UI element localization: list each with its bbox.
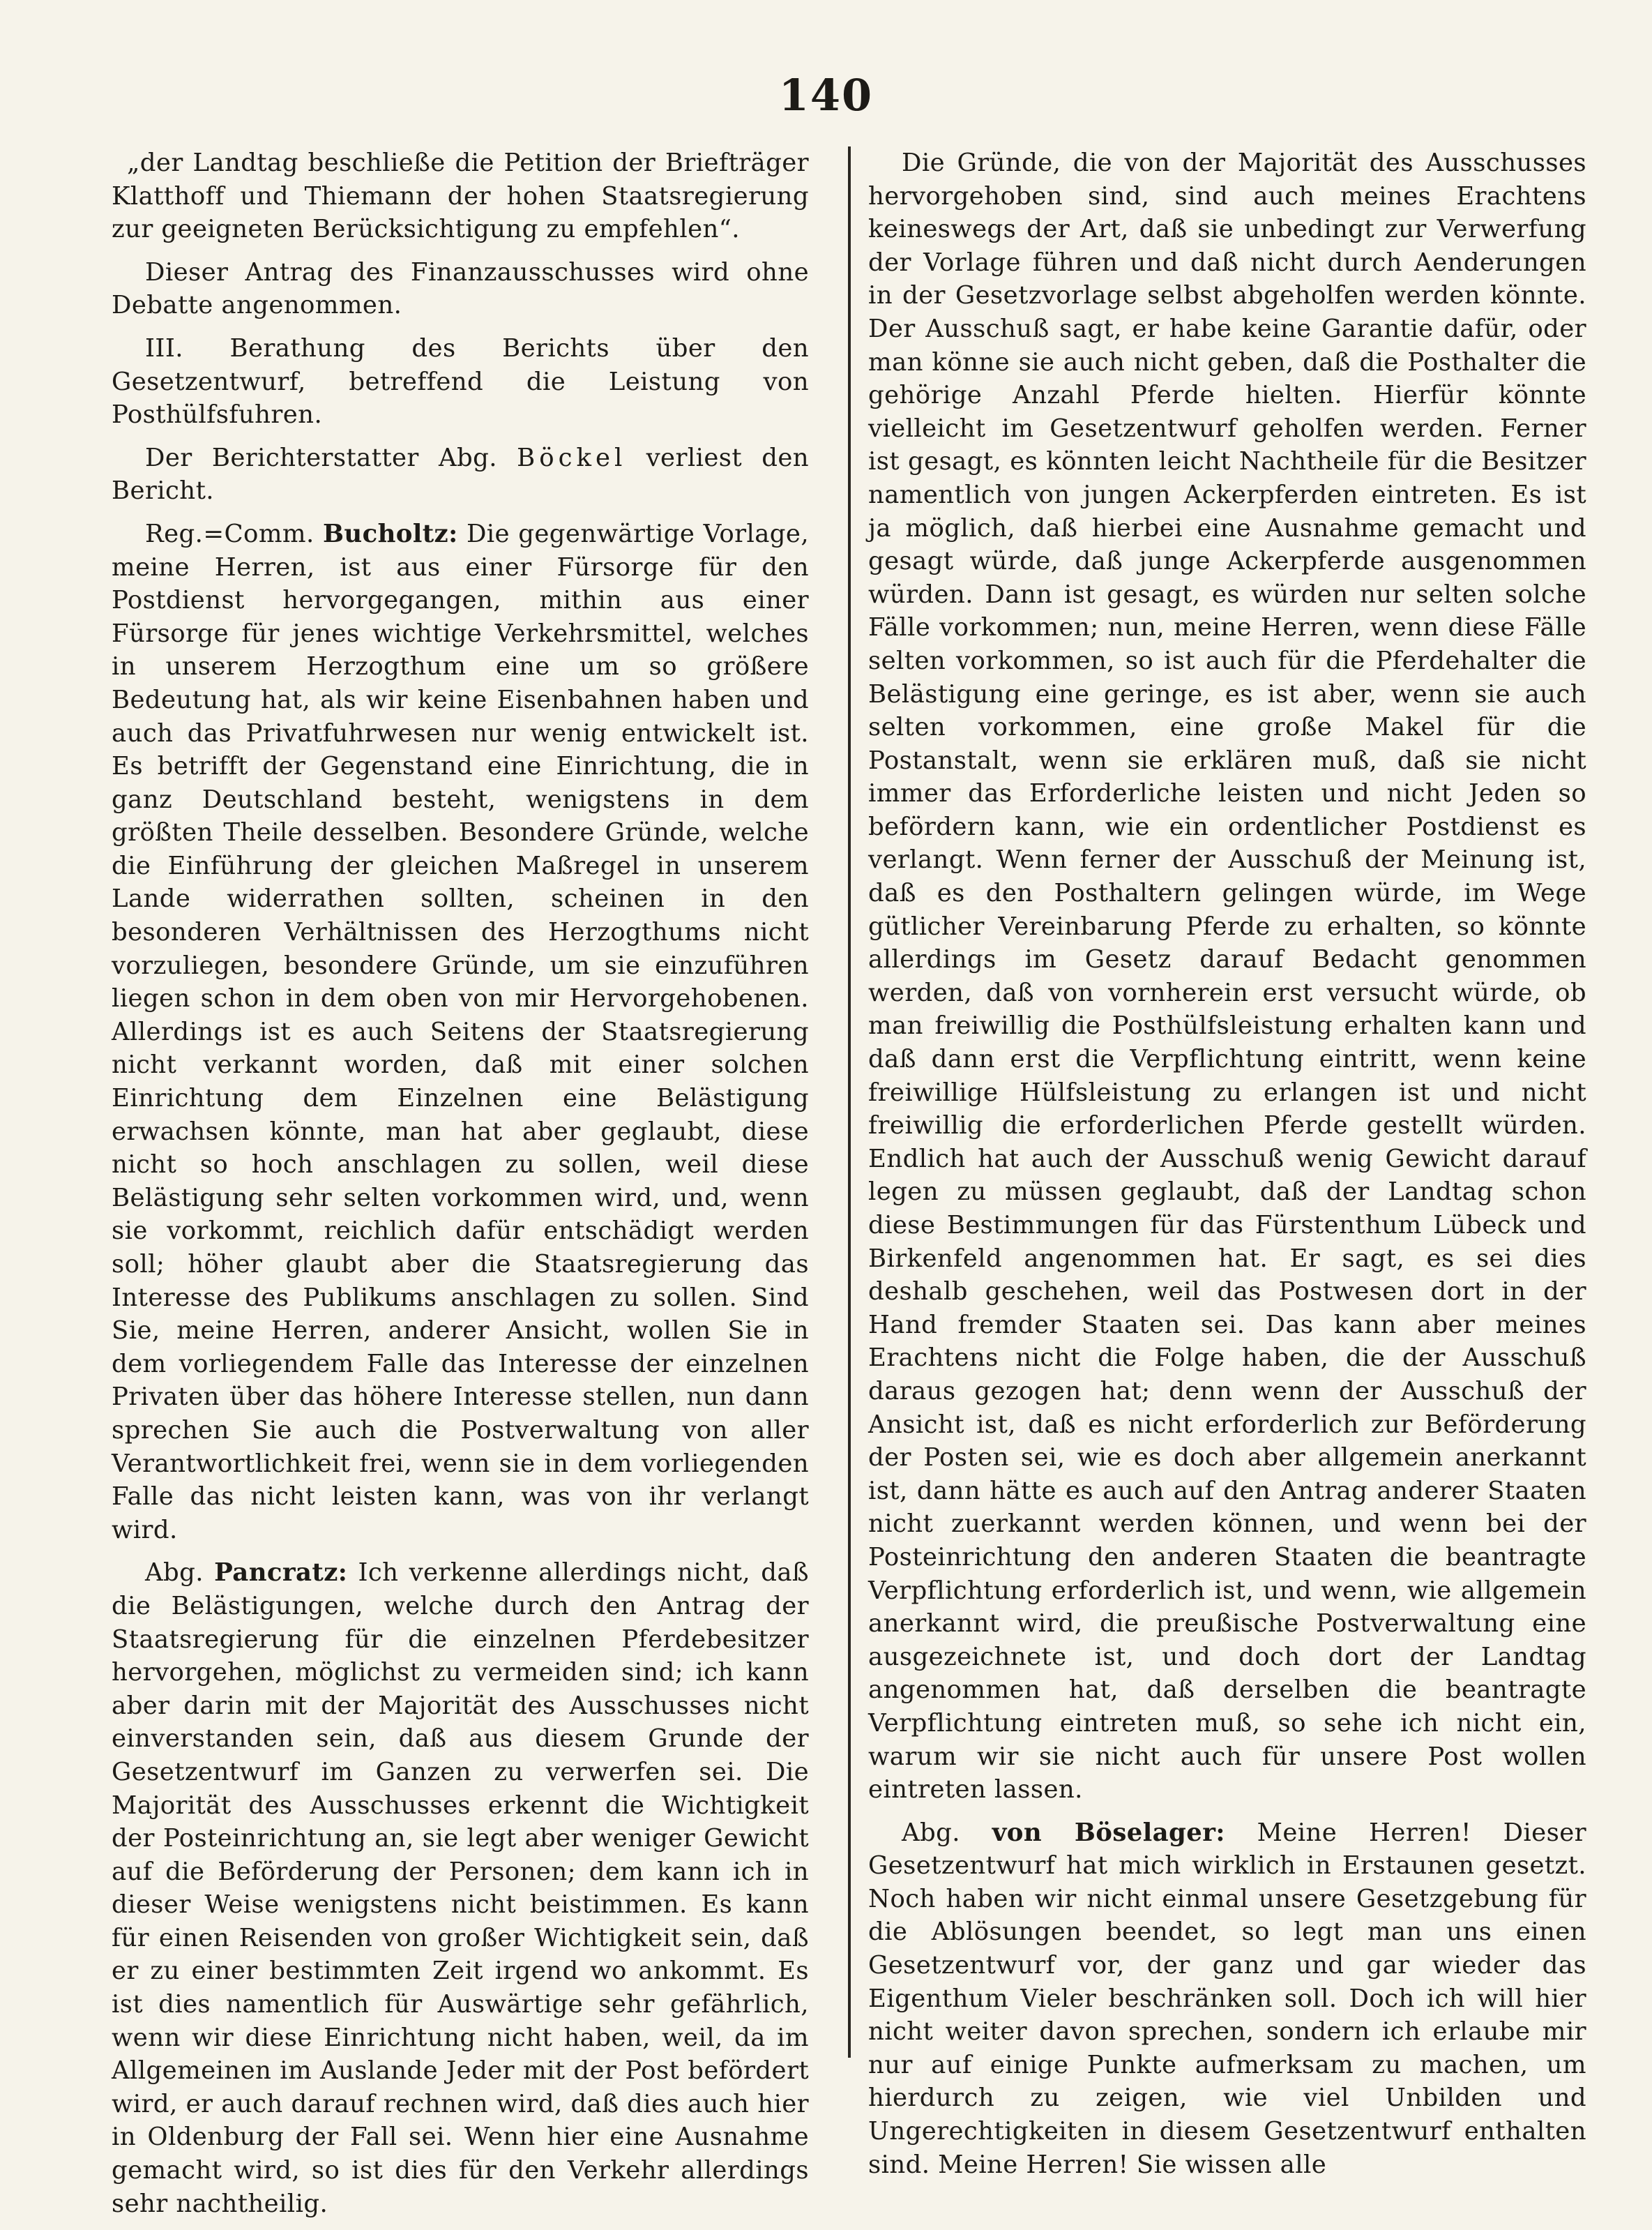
reporter-prefix: Der Berichterstatter Abg. <box>145 443 497 472</box>
left-column <box>112 146 809 2230</box>
speaker-name: Bucholtz: <box>322 519 458 548</box>
speaker-role: Abg. <box>145 1558 204 1588</box>
reporter-name: Böckel <box>517 443 627 472</box>
speech-text: Meine Herren! Dieser Gesetzentwurf hat mich wirklich in Erstaunen gesetzt. Noch haben wir nicht einmal unsere Gesetzgebung für die Ablösungen beendet, so legt man uns einen Gesetzentwurf vor, der ganz und gar wieder das Eigenthum Vieler beschränken soll. Doch ich will hier nicht weiter davon sprechen, sondern ich erlaube mir nur auf einige Punkte aufmerksam zu machen, um hierdurch zu zeigen, wie viel Unbilden und Ungerechtigkeiten in diesem Gesetzentwurf enthalten sind. Meine Herren! Sie wissen alle <box>868 1818 1586 2179</box>
reporter-note <box>112 442 809 508</box>
speaker-name: von Böselager: <box>992 1818 1225 1847</box>
speaker-name: Pancratz: <box>214 1558 348 1588</box>
speech-text: Die gegenwärtige Vorlage, meine Herren, ist aus einer Fürsorge für den Postdienst hervorgegangen, mithin aus einer Fürsorge für jenes wichtige Verkehrsmittel, welches in unserem Herzogthum eine um so größere Bedeutung hat, als wir keine Eisenbahnen haben und auch das Privatfuhrwesen nur wenig entwickelt ist. Es betrifft der Gegenstand eine Einrichtung, die in ganz Deutschland besteht, wenigstens in dem größten Theile desselben. Besondere Gründe, welche die Einführung der gleichen Maßregel in unserem Lande widerrathen sollten, scheinen in den besonderen Verhältnissen des Herzogthums nicht vorzuliegen, besondere Gründe, um sie einzuführen liegen schon in dem oben von mir Hervorgehobenen. Allerdings ist es auch Seitens der Staatsregierung nicht verkannt worden, daß mit einer solchen Einrichtung dem Einzelnen eine Belästigung erwachsen könnte, man hat aber geglaubt, diese nicht so hoch anschlagen zu sollen, weil diese Belästigung sehr selten vorkommen wird, und, wenn sie vorkommt, reichlich dafür entschädigt werden soll; höher glaubt aber die Staatsregierung das Interesse des Publikums anschlagen zu sollen. Sind Sie, meine Herren, anderer Ansicht, wollen Sie in dem vorliegendem Falle das Interesse der einzelnen Privaten über das höhere Interesse stellen, nun dann sprechen Sie auch die Postverwaltung von aller Verantwortlichkeit frei, wenn sie in dem vorliegenden Falle das nicht leisten kann, was von ihr verlangt wird. <box>112 519 810 1544</box>
speech-bucholtz <box>112 518 809 1546</box>
column-divider <box>848 146 851 2058</box>
section-heading: III. Berathung des Berichts über den Gesetzentwurf, betreffend die Leistung von Posthülfsfuhren. <box>112 333 809 430</box>
right-column <box>868 146 1586 2191</box>
speech-boeselager <box>868 1816 1586 2182</box>
speech-text: Ich verkenne allerdings nicht, daß die Belästigungen, welche durch den Antrag der Staatsregierung für die einzelnen Pferdebesitzer hervorgehen, möglichst zu vermeiden sind; ich kann aber darin mit der Majorität des Ausschusses nicht einverstanden sein, daß aus diesem Grunde der Gesetzentwurf im Ganzen zu verwerfen sei. Die Majorität des Ausschusses erkennt die Wichtigkeit der Posteinrichtung an, sie legt aber weniger Gewicht auf die Beförderung der Personen; dem kann ich in dieser Weise wenigstens nicht beistimmen. Es kann für einen Reisenden von großer Wichtigkeit sein, daß er zu einer bestimmten Zeit irgend wo ankommt. Es ist dies namentlich für Auswärtige sehr gefährlich, wenn wir diese Einrichtung nicht haben, weil, da im Allgemeinen im Auslande Jeder mit der Post befördert wird, er auch darauf rechnen wird, daß dies auch hier in Oldenburg der Fall sei. Wenn hier eine Ausnahme gemacht wird, so ist dies für den Verkehr allerdings sehr nachtheilig. <box>112 1558 810 2218</box>
page-number: 140 <box>778 70 874 121</box>
speaker-role: Abg. <box>902 1818 960 1847</box>
speaker-role: Reg.=Comm. <box>145 519 315 548</box>
speech-pancratz <box>112 1556 809 2220</box>
reporter-suffix: verliest den Bericht. <box>112 443 810 506</box>
speech-continuation: Die Gründe, die von der Majorität des Ausschusses hervorgehoben sind, sind auch meines Erachtens keineswegs der Art, daß sie unbedingt zur Verwerfung der Vorlage führen und daß nicht durch Aenderungen in der Gesetzvorlage selbst abgeholfen werden könnte. Der Ausschuß sagt, er habe keine Garantie dafür, oder man könne sie auch nicht geben, daß die Posthalter die gehörige Anzahl Pferde hielten. Hierfür könnte vielleicht im Gesetzentwurf geholfen werden. Ferner ist gesagt, es könnten leicht Nachtheile für die Besitzer namentlich von jungen Ackerpferden eintreten. Es ist ja möglich, daß hierbei eine Ausnahme gemacht und gesagt würde, daß junge Ackerpferde ausgenommen würden. Dann ist gesagt, es würden nur selten solche Fälle vorkommen; nun, meine Herren, wenn diese Fälle selten vorkommen, so ist auch für die Pferdehalter die Belästigung eine geringe, es ist aber, wenn sie auch selten vorkommen, eine große Makel für die Postanstalt, wenn sie erklären muß, daß sie nicht immer das Erforderliche leisten und nicht Jeden so befördern kann, wie ein ordentlicher Postdienst es verlangt. Wenn ferner der Ausschuß der Meinung ist, daß es den Posthaltern gelingen würde, im Wege gütlicher Vereinbarung Pferde zu erhalten, so könnte allerdings im Gesetz darauf Bedacht genommen werden, daß von vornherein erst versucht würde, ob man freiwillig die Posthülfsleistung erhalten kann und daß dann erst die Verpflichtung eintritt, wenn keine freiwillige Hülfsleistung zu erlangen ist und nicht freiwillig die erforderlichen Pferde gestellt würden. Endlich hat auch der Ausschuß wenig Gewicht darauf legen zu müssen geglaubt, daß der Landtag schon diese Bestimmungen für das Fürstenthum Lübeck und Birkenfeld angenommen hat. Er sagt, es sei dies deshalb geschehen, weil das Postwesen dort in der Hand fremder Staaten sei. Das kann aber meines Erachtens nicht die Folge haben, die der Ausschuß daraus gezogen hat; denn wenn der Ausschuß der Ansicht ist, daß es nicht erforderlich zur Beförderung der Posten sei, wie es doch aber allgemein anerkannt ist, dann hätte es auch auf den Antrag anderer Staaten nicht zuerkannt werden können, und wenn bei der Posteinrichtung den anderen Staaten die beantragte Verpflichtung erforderlich ist, und wenn, wie allgemein anerkannt wird, die preußische Postverwaltung eine ausgezeichnete ist, und doch dort der Landtag angenommen hat, daß derselben die beantragte Verpflichtung eintreten muß, so sehe ich nicht ein, warum wir sie nicht auch für unsere Post wollen eintreten lassen. <box>868 149 1586 1805</box>
motion-result: Dieser Antrag des Finanzausschusses wird ohne Debatte angenommen. <box>112 257 809 320</box>
petition-quote: „der Landtag beschließe die Petition der Briefträger Klatthoff und Thiemann der hohen Staatsregierung zur geeigneten Berücksichtigung zu empfehlen“. <box>112 149 809 244</box>
